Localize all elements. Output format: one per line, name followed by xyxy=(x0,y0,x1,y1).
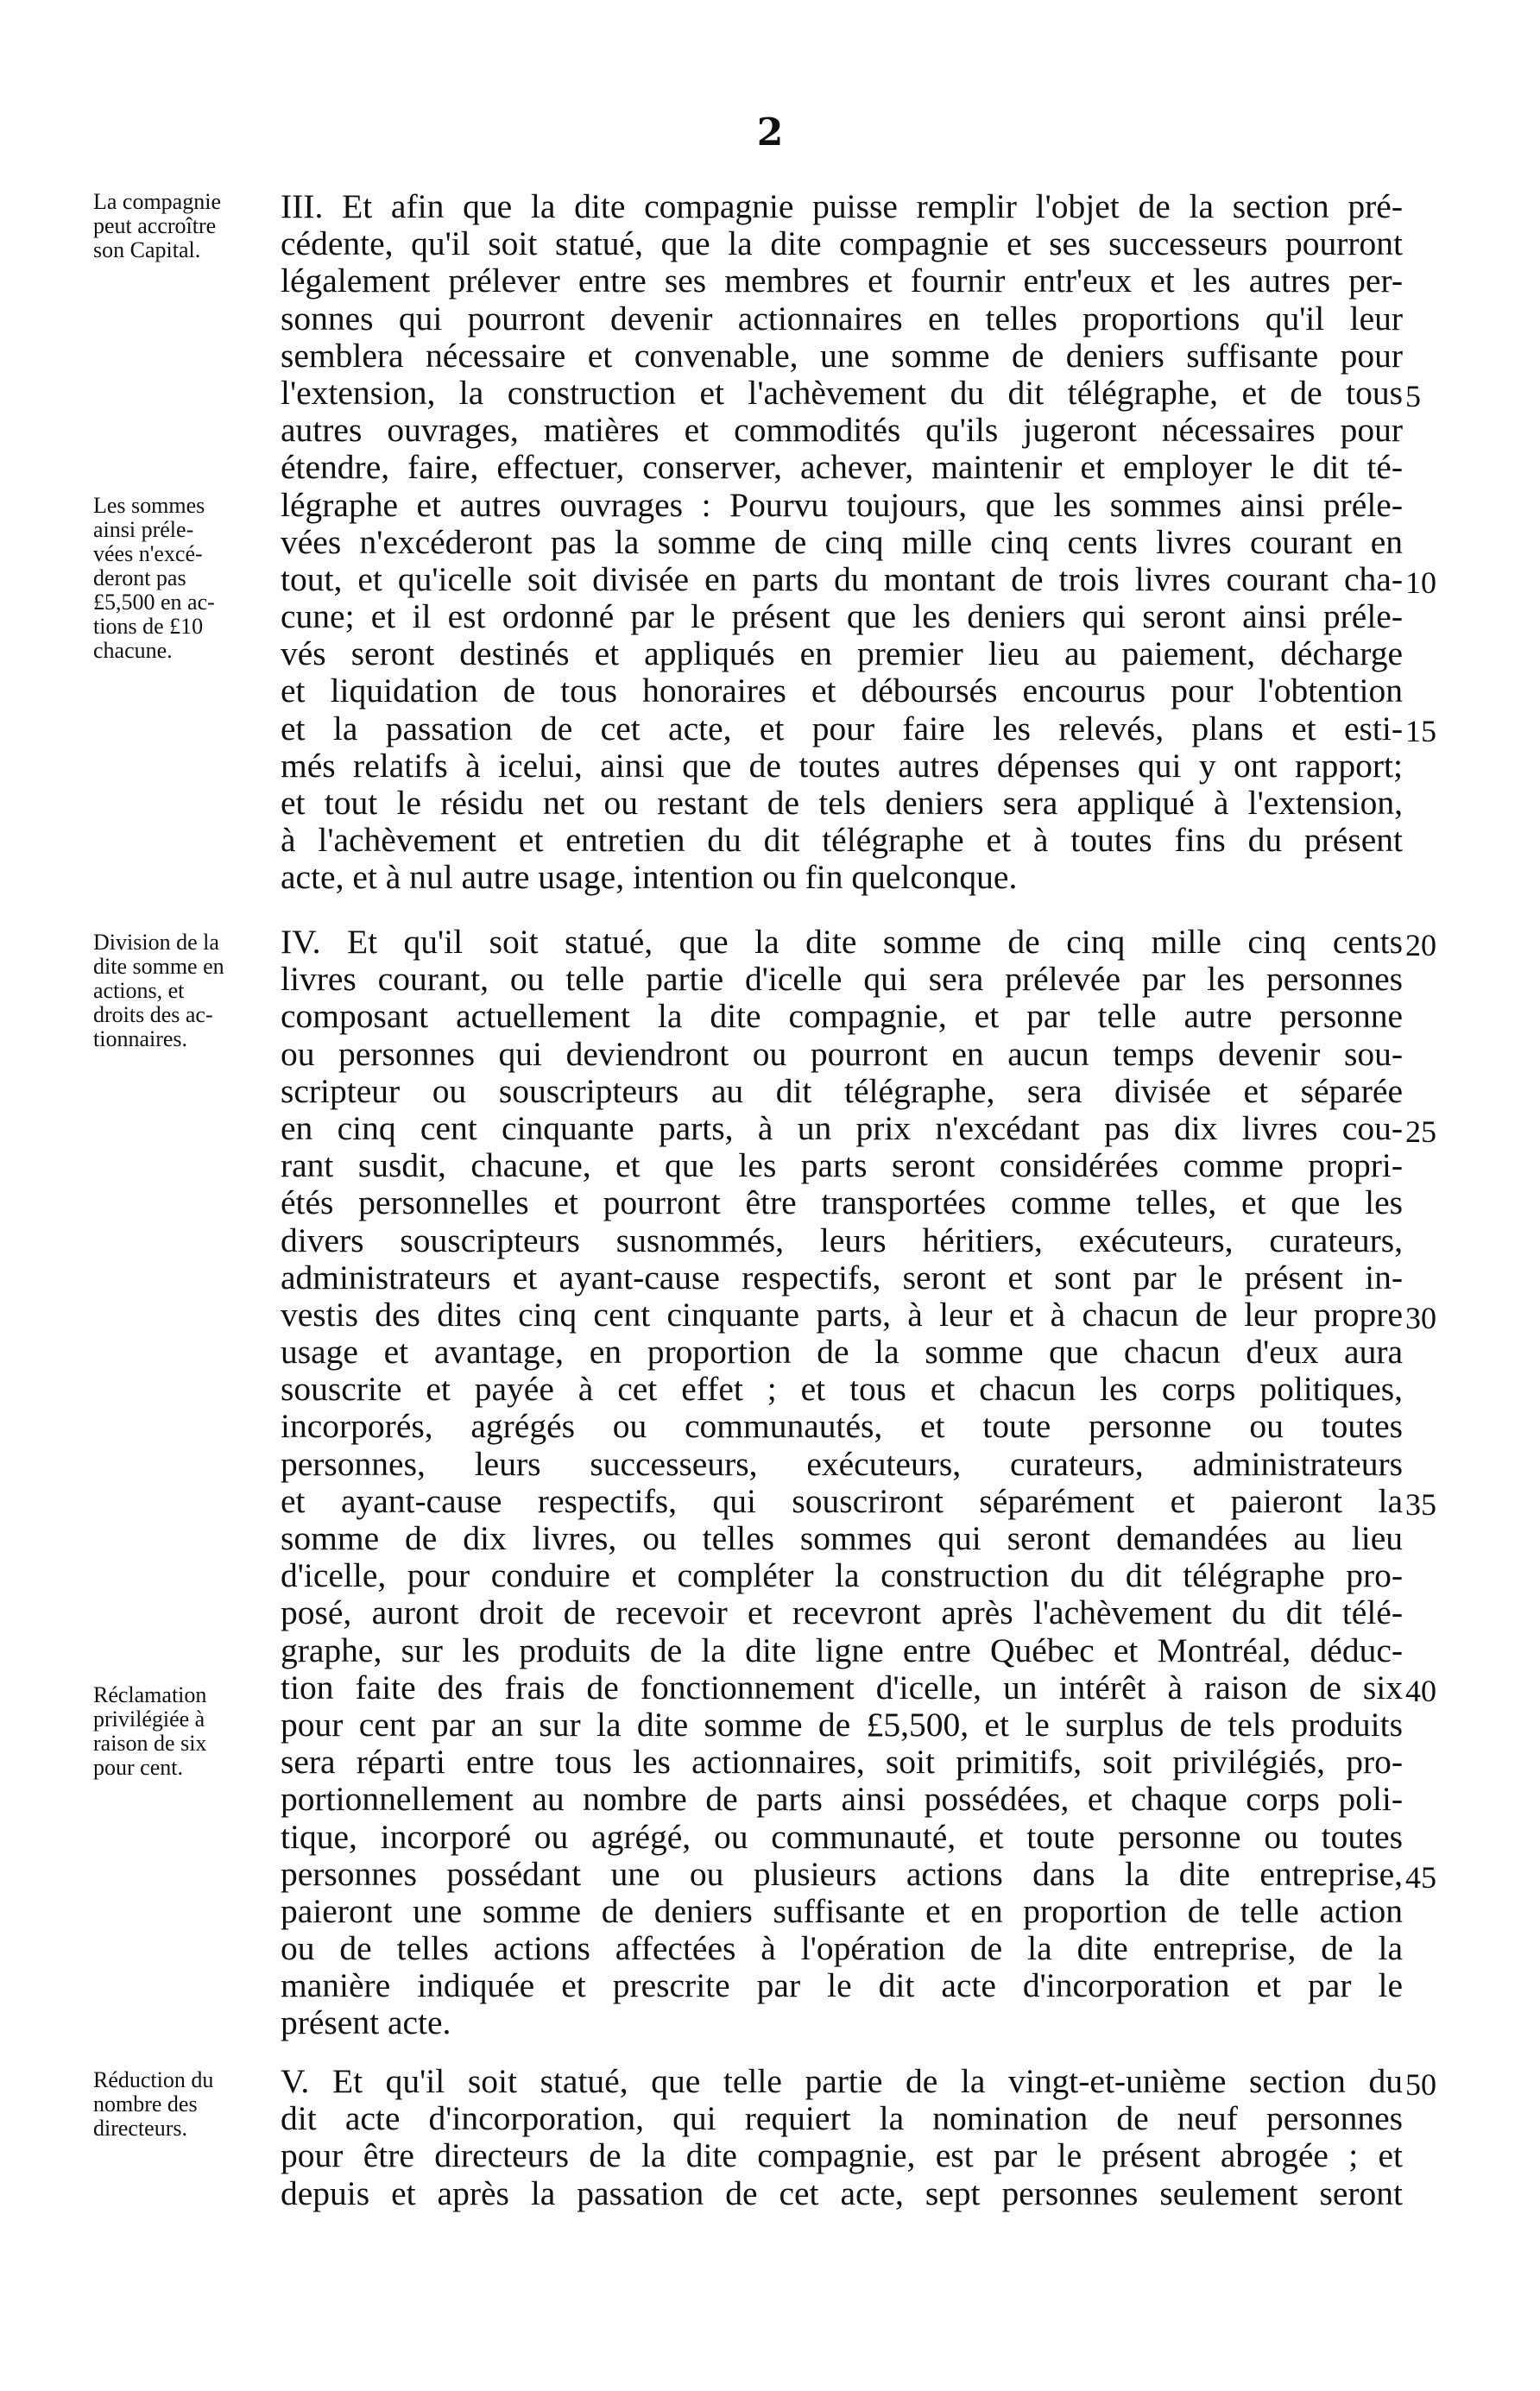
sidenote-line: deront pas xyxy=(93,565,186,590)
text-line: ou personnes qui deviendront ou pourront en aucun temps devenir sou- xyxy=(281,1034,1403,1073)
text-line: personnes possédant une ou plusieurs actions dans la dite entreprise, xyxy=(281,1854,1403,1893)
text-line: administrateurs et ayant-cause respectifs, seront et sont par le présent in- xyxy=(281,1258,1403,1296)
section-iv-body xyxy=(281,924,1403,2042)
text-line: à l'achèvement et entretien du dit télégraphe et à toutes fins du présent xyxy=(281,821,1403,860)
text-line: étés personnelles et pourront être transportées comme telles, et que les xyxy=(281,1183,1403,1222)
text-line: usage et avantage, en proportion de la somme que chacun d'eux aura xyxy=(281,1333,1403,1372)
text-line: divers souscripteurs susnommés, leurs héritiers, exécuteurs, curateurs, xyxy=(281,1221,1403,1259)
sidenote-capital xyxy=(93,190,270,262)
sidenote-line: droits des ac- xyxy=(93,1002,213,1027)
sidenote-line: La compagnie xyxy=(93,189,221,214)
text-line: pour être directeurs de la dite compagnie, est par le présent abrogée ; et xyxy=(281,2136,1403,2175)
line-number: 50 xyxy=(1405,2067,1436,2102)
text-line: dit acte d'incorporation, qui requiert la nomination de neuf personnes xyxy=(281,2099,1403,2138)
line-number: 45 xyxy=(1405,1860,1436,1895)
sidenote-line: Réclamation xyxy=(93,1682,207,1707)
text-line: légraphe et autres ouvrages : Pourvu toujours, que les sommes ainsi préle- xyxy=(281,485,1403,524)
text-line: et la passation de cet acte, et pour faire les relevés, plans et esti- xyxy=(281,709,1403,748)
text-line: tion faite des frais de fonctionnement d'icelle, un intérêt à raison de six xyxy=(281,1668,1403,1707)
sidenote-line: son Capital. xyxy=(93,237,201,262)
sidenote-line: dite somme en xyxy=(93,954,224,979)
sidenote-line: chacune. xyxy=(93,638,173,663)
text-line: més relatifs à icelui, ainsi que de toutes autres dépenses qui y ont rapport; xyxy=(281,746,1403,785)
sidenote-line: ainsi préle- xyxy=(93,517,194,542)
sidenote-reclamation xyxy=(93,1683,270,1780)
text-line: V. Et qu'il soit statué, que telle partie de la vingt-et-unième section du xyxy=(281,2062,1403,2100)
text-line: et ayant-cause respectifs, qui souscriront séparément et paieront la xyxy=(281,1481,1403,1520)
line-number: 40 xyxy=(1405,1674,1436,1708)
text-line: vées n'excéderont pas la somme de cinq mille cinq cents livres courant en xyxy=(281,522,1403,561)
sidenote-line: raison de six xyxy=(93,1731,207,1756)
text-line: somme de dix livres, ou telles sommes qui seront demandées au lieu xyxy=(281,1519,1403,1557)
text-line: manière indiquée et prescrite par le dit acte d'incorporation et par le xyxy=(281,1966,1403,2005)
sidenote-line: nombre des xyxy=(93,2091,198,2117)
section-iii-body xyxy=(281,188,1403,897)
text-line: cune; et il est ordonné par le présent que les deniers qui seront ainsi préle- xyxy=(281,597,1403,636)
text-line: sonnes qui pourront devenir actionnaires en telles proportions qu'il leur xyxy=(281,299,1403,338)
text-line: semblera nécessaire et convenable, une somme de deniers suffisante pour xyxy=(281,336,1403,375)
sidenote-sommes xyxy=(93,494,270,663)
sidenote-division xyxy=(93,931,270,1051)
text-line: portionnellement au nombre de parts ainsi possédées, et chaque corps poli- xyxy=(281,1780,1403,1819)
text-line: présent acte. xyxy=(281,2003,451,2042)
sidenote-line: Réduction du xyxy=(93,2067,214,2092)
sidenote-reduction xyxy=(93,2068,270,2141)
sidenote-line: Les sommes xyxy=(93,493,205,518)
text-line: pour cent par an sur la dite somme de £5,500, et le surplus de tels produits xyxy=(281,1705,1403,1744)
line-number: 25 xyxy=(1405,1114,1436,1149)
text-line: depuis et après la passation de cet acte, sept personnes seulement seront xyxy=(281,2173,1403,2212)
text-line: posé, auront droit de recevoir et recevront après l'achèvement du dit télé- xyxy=(281,1593,1403,1632)
line-number: 5 xyxy=(1405,379,1421,413)
text-line: et liquidation de tous honoraires et déboursés encourus pour l'obtention xyxy=(281,672,1403,710)
line-number: 20 xyxy=(1405,928,1436,962)
text-line: personnes, leurs successeurs, exécuteurs, curateurs, administrateurs xyxy=(281,1444,1403,1483)
text-line: paieront une somme de deniers suffisante et en proportion de telle action xyxy=(281,1891,1403,1930)
text-line: légalement prélever entre ses membres et fournir entr'eux et les autres per- xyxy=(281,262,1403,300)
sidenote-line: tionnaires. xyxy=(93,1026,188,1051)
text-line: l'extension, la construction et l'achèvement du dit télégraphe, et de tous xyxy=(281,373,1403,412)
line-number: 10 xyxy=(1405,565,1436,600)
text-line: vestis des dites cinq cent cinquante parts, à leur et à chacun de leur propre xyxy=(281,1295,1403,1334)
text-line: et tout le résidu net ou restant de tels deniers sera appliqué à l'extension, xyxy=(281,784,1403,822)
sidenote-line: Division de la xyxy=(93,930,219,955)
text-line: vés seront destinés et appliqués en premier lieu au paiement, décharge xyxy=(281,634,1403,673)
sidenote-line: tions de £10 xyxy=(93,614,204,639)
text-line: autres ouvrages, matières et commodités qu'ils jugeront nécessaires pour xyxy=(281,411,1403,450)
text-line: livres courant, ou telle partie d'icelle qui sera prélevée par les personnes xyxy=(281,960,1403,999)
sidenote-line: vées n'excé- xyxy=(93,541,203,566)
sidenote-line: pour cent. xyxy=(93,1755,183,1780)
text-line: sera réparti entre tous les actionnaires, soit primitifs, soit privilégiés, pro- xyxy=(281,1743,1403,1782)
text-line: rant susdit, chacune, et que les parts seront considérées comme propri- xyxy=(281,1146,1403,1185)
sidenote-line: peut accroître xyxy=(93,213,217,238)
sidenote-line: privilégiée à xyxy=(93,1707,205,1732)
text-line: étendre, faire, effectuer, conserver, achever, maintenir et employer le dit té- xyxy=(281,448,1403,487)
text-line: en cinq cent cinquante parts, à un prix n'excédant pas dix livres cou- xyxy=(281,1108,1403,1147)
text-line: incorporés, agrégés ou communautés, et toute personne ou toutes xyxy=(281,1407,1403,1446)
section-v-body xyxy=(281,2063,1403,2212)
line-number: 35 xyxy=(1405,1487,1436,1522)
text-line: souscrite et payée à cet effet ; et tous et chacun les corps politiques, xyxy=(281,1370,1403,1409)
text-line: IV. Et qu'il soit statué, que la dite somme de cinq mille cinq cents xyxy=(281,923,1403,961)
text-line: acte, et à nul autre usage, intention ou fin quelconque. xyxy=(281,858,1018,897)
text-line: III. Et afin que la dite compagnie puisse remplir l'objet de la section pré- xyxy=(281,187,1403,225)
line-number: 15 xyxy=(1405,714,1436,748)
sidenote-line: directeurs. xyxy=(93,2116,188,2141)
page-number: 2 xyxy=(756,110,784,155)
sidenote-line: actions, et xyxy=(93,978,185,1003)
sidenote-line: £5,500 en ac- xyxy=(93,590,215,615)
text-line: d'icelle, pour conduire et compléter la construction du dit télégraphe pro- xyxy=(281,1556,1403,1595)
text-line: composant actuellement la dite compagnie, et par telle autre personne xyxy=(281,997,1403,1036)
line-number: 30 xyxy=(1405,1301,1436,1335)
text-line: ou de telles actions affectées à l'opération de la dite entreprise, de la xyxy=(281,1929,1403,1968)
text-line: cédente, qu'il soit statué, que la dite compagnie et ses successeurs pourront xyxy=(281,224,1403,263)
text-line: tique, incorporé ou agrégé, ou communauté, et toute personne ou toutes xyxy=(281,1817,1403,1856)
text-line: tout, et qu'icelle soit divisée en parts du montant de trois livres courant cha- xyxy=(281,559,1403,598)
text-line: graphe, sur les produits de la dite ligne entre Québec et Montréal, déduc- xyxy=(281,1631,1403,1669)
text-line: scripteur ou souscripteurs au dit télégraphe, sera divisée et séparée xyxy=(281,1071,1403,1110)
